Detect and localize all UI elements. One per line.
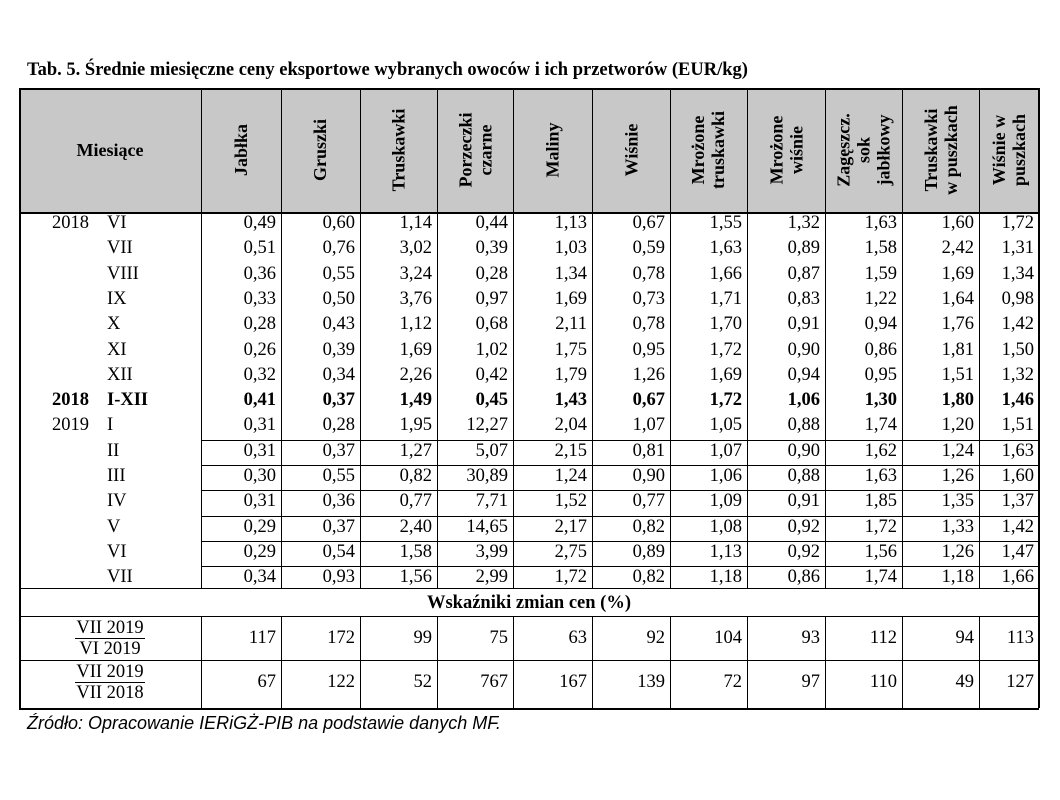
table-cell: 1,02: [475, 339, 508, 360]
index-cell: 127: [1006, 672, 1034, 692]
table-cell: 1,05: [709, 415, 742, 436]
table-cell: 1,51: [941, 364, 974, 385]
table-cell: 0,87: [787, 263, 820, 284]
row-month: VIII: [107, 263, 139, 284]
column-header: [825, 88, 902, 212]
table-cell: 0,89: [632, 541, 665, 562]
column-header-line: truskawki: [708, 110, 729, 190]
column-header-line: Truskawki: [388, 108, 409, 192]
table-cell: 1,66: [709, 263, 742, 284]
table-cell: 1,32: [787, 213, 820, 233]
index-cell: 139: [637, 672, 665, 692]
index-cell: 104: [714, 627, 742, 648]
table-cell: 1,24: [554, 466, 587, 486]
table-cell: 30,89: [466, 466, 508, 486]
table-cell: 1,58: [864, 238, 897, 259]
row-month: VII: [107, 238, 133, 259]
column-header: [437, 88, 513, 212]
column-header-line: w puszkach: [940, 105, 961, 195]
table-cell: 0,90: [787, 440, 820, 461]
column-header-line: Truskawki: [920, 108, 941, 192]
table-cell: 0,36: [243, 263, 276, 284]
table-cell: 12,27: [466, 415, 508, 436]
table-cell: 1,80: [941, 390, 974, 411]
table-cell: 0,32: [243, 364, 276, 385]
table-cell: 1,60: [941, 213, 974, 233]
table-cell: 0,37: [322, 390, 355, 411]
table-cell: 1,47: [1001, 541, 1034, 562]
column-header-text: [231, 124, 251, 176]
table-cell: 1,95: [399, 415, 432, 436]
row-month: I: [107, 415, 114, 436]
index-denominator: VI 2019: [79, 638, 141, 659]
column-header-line: jabłkowy: [873, 114, 894, 186]
column-header-text: [689, 111, 729, 189]
table-cell: 0,95: [864, 364, 897, 385]
table-cell: 1,72: [709, 390, 742, 411]
index-cell: 110: [869, 672, 897, 692]
column-header-line: Mrożone: [688, 115, 709, 185]
table-cell: 0,41: [243, 390, 276, 411]
table-cell: 1,62: [864, 440, 897, 461]
table-cell: 0,88: [787, 466, 820, 486]
table-cell: 1,06: [709, 466, 742, 486]
table-cell: 0,88: [787, 415, 820, 436]
column-header-line: Jabłka: [231, 123, 251, 177]
table-cell: 5,07: [475, 440, 508, 461]
table-cell: 3,02: [399, 238, 432, 259]
column-header-line: Wiśnie: [621, 123, 641, 177]
table-cell: 0,81: [632, 440, 665, 461]
index-denominator: VII 2018: [76, 683, 144, 703]
table-cell: 1,27: [399, 440, 432, 461]
column-header-text: [921, 105, 961, 195]
table-cell: 1,74: [864, 415, 897, 436]
table-cell: 1,18: [941, 567, 974, 588]
column-header-text: [542, 122, 562, 177]
table-cell: 1,07: [709, 440, 742, 461]
column-header-text: [310, 119, 330, 181]
table-cell: 7,71: [475, 491, 508, 512]
table-cell: 1,18: [709, 567, 742, 588]
table-cell: 0,34: [322, 364, 355, 385]
index-cell: 167: [559, 672, 587, 692]
table-cell: 1,58: [399, 541, 432, 562]
table-cell: 0,29: [243, 541, 276, 562]
table-cell: 0,26: [243, 339, 276, 360]
column-header-line: puszkach: [1009, 113, 1029, 187]
column-header: [747, 88, 825, 212]
table-cell: 1,85: [864, 491, 897, 512]
table-cell: 0,29: [243, 516, 276, 537]
index-cell: 97: [801, 672, 820, 692]
row-month: X: [107, 314, 121, 335]
table-cell: 1,32: [1001, 364, 1034, 385]
table-cell: 0,51: [243, 238, 276, 259]
row-month: VI: [107, 541, 127, 562]
column-header-text: [389, 109, 409, 192]
table-cell: 1,66: [1001, 567, 1034, 588]
table-cell: 1,69: [709, 364, 742, 385]
table-cell: 1,71: [709, 288, 742, 309]
table-cell: 0,39: [475, 238, 508, 259]
table-cell: 0,91: [787, 314, 820, 335]
row-year: 2018: [52, 390, 89, 411]
column-header: [513, 88, 592, 212]
table-cell: 2,26: [399, 364, 432, 385]
table-cell: 3,76: [399, 288, 432, 309]
column-header-line: wiśnie: [786, 126, 806, 175]
price-table: [19, 88, 1039, 708]
table-cell: 1,14: [399, 213, 432, 233]
column-header-line: sok: [853, 137, 874, 164]
table-cell: 0,36: [322, 491, 355, 512]
index-numerator: VII 2019: [76, 617, 144, 638]
table-cell: 1,26: [632, 364, 665, 385]
index-cell: 49: [955, 672, 974, 692]
table-cell: 2,04: [554, 415, 587, 436]
row-month: V: [107, 516, 121, 537]
table-cell: 1,34: [554, 263, 587, 284]
table-cell: 1,74: [864, 567, 897, 588]
table-cell: 0,55: [322, 466, 355, 486]
table-cell: 1,72: [1001, 213, 1034, 233]
header-months: Miesiące: [76, 139, 144, 160]
column-header-text: [455, 113, 495, 188]
table-cell: 0,30: [243, 466, 276, 486]
index-cell: 117: [248, 627, 276, 648]
table-cell: 0,68: [475, 314, 508, 335]
table-cell: 0,98: [1001, 288, 1034, 309]
index-cell: 63: [568, 627, 587, 648]
table-cell: 0,34: [243, 567, 276, 588]
column-header: [360, 88, 437, 212]
index-numerator: VII 2019: [76, 662, 144, 682]
column-header-text: [766, 116, 806, 185]
table-cell: 1,81: [941, 339, 974, 360]
table-cell: 0,67: [632, 213, 665, 233]
index-cell: 112: [869, 627, 897, 648]
table-cell: 0,28: [322, 415, 355, 436]
table-cell: 0,83: [787, 288, 820, 309]
table-cell: 0,45: [475, 390, 508, 411]
column-header-text: [989, 114, 1029, 186]
table-cell: 1,26: [941, 541, 974, 562]
table-cell: 0,82: [399, 466, 432, 486]
table-cell: 0,37: [322, 440, 355, 461]
table-cell: 1,06: [787, 390, 820, 411]
row-month: III: [107, 466, 126, 486]
table-cell: 1,13: [709, 541, 742, 562]
table-cell: 0,50: [322, 288, 355, 309]
table-cell: 1,26: [941, 466, 974, 486]
index-cell: 92: [646, 627, 665, 648]
table-cell: 0,67: [632, 390, 665, 411]
table-cell: 0,82: [632, 516, 665, 537]
table-cell: 1,43: [554, 390, 587, 411]
table-cell: 0,89: [787, 238, 820, 259]
table-cell: 1,34: [1001, 263, 1034, 284]
column-header: [592, 88, 670, 212]
table-cell: 0,77: [632, 491, 665, 512]
column-header: [281, 88, 360, 212]
index-cell: 122: [327, 672, 355, 692]
row-year: 2018: [52, 213, 89, 233]
column-header-text: [621, 124, 641, 177]
table-cell: 1,49: [399, 390, 432, 411]
table-cell: 1,69: [554, 288, 587, 309]
table-cell: 1,56: [399, 567, 432, 588]
table-cell: 0,28: [243, 314, 276, 335]
table-cell: 1,69: [399, 339, 432, 360]
table-cell: 1,42: [1001, 314, 1034, 335]
column-header-line: czarne: [474, 124, 495, 176]
table-cell: 1,60: [1001, 466, 1034, 486]
table-cell: 0,42: [475, 364, 508, 385]
table-cell: 1,35: [941, 491, 974, 512]
table-cell: 1,72: [554, 567, 587, 588]
table-cell: 1,63: [864, 213, 897, 233]
index-label: [19, 616, 201, 660]
column-header: [201, 88, 281, 212]
table-cell: 0,77: [399, 491, 432, 512]
table-cell: 0,49: [243, 213, 276, 233]
table-cell: 0,60: [322, 213, 355, 233]
index-cell: 99: [413, 627, 432, 648]
table-cell: 0,43: [322, 314, 355, 335]
table-cell: 0,54: [322, 541, 355, 562]
row-month: IX: [107, 288, 127, 309]
table-cell: 1,64: [941, 288, 974, 309]
row-month: II: [107, 440, 120, 461]
index-cell: 767: [480, 672, 508, 692]
index-cell: 67: [257, 672, 276, 692]
table-cell: 0,94: [864, 314, 897, 335]
table-cell: 0,44: [475, 213, 508, 233]
index-cell: 113: [1006, 627, 1034, 648]
table-cell: 1,72: [864, 516, 897, 537]
row-month: XI: [107, 339, 127, 360]
table-cell: 0,31: [243, 491, 276, 512]
table-cell: 0,92: [787, 516, 820, 537]
table-cell: 1,20: [941, 415, 974, 436]
table-cell: 1,75: [554, 339, 587, 360]
index-cell: 52: [413, 672, 432, 692]
table-cell: 2,11: [555, 314, 587, 335]
table-cell: 0,28: [475, 263, 508, 284]
table-cell: 1,59: [864, 263, 897, 284]
table-cell: 0,92: [787, 541, 820, 562]
table-cell: 1,37: [1001, 491, 1034, 512]
table-cell: 0,37: [322, 516, 355, 537]
table-cell: 2,40: [399, 516, 432, 537]
source-note: Źródło: Opracowanie IERiGŻ-PIB na podstawie danych MF.: [27, 713, 501, 733]
table-cell: 1,07: [632, 415, 665, 436]
table-cell: 0,78: [632, 314, 665, 335]
table-cell: 0,82: [632, 567, 665, 588]
table-cell: 0,59: [632, 238, 665, 259]
table-cell: 14,65: [466, 516, 508, 537]
row-month: VI: [107, 213, 127, 233]
row-month: VII: [107, 567, 133, 588]
border-bottom: [19, 708, 1039, 710]
table-cell: 2,75: [554, 541, 587, 562]
row-month: IV: [107, 491, 127, 512]
table-cell: 1,63: [864, 466, 897, 486]
index-cell: 93: [801, 627, 820, 648]
table-cell: 1,55: [709, 213, 742, 233]
column-header-line: Mrożone: [766, 115, 786, 185]
table-cell: 3,99: [475, 541, 508, 562]
table-cell: 1,30: [864, 390, 897, 411]
table-cell: 0,39: [322, 339, 355, 360]
column-header-line: Porzeczki: [454, 112, 475, 188]
table-cell: 0,91: [787, 491, 820, 512]
table-cell: 0,73: [632, 288, 665, 309]
table-cell: 1,51: [1001, 415, 1034, 436]
table-cell: 0,55: [322, 263, 355, 284]
table-cell: 1,50: [1001, 339, 1034, 360]
table-cell: 1,72: [709, 339, 742, 360]
table-cell: 1,33: [941, 516, 974, 537]
row-year: 2019: [52, 415, 89, 436]
row-month: XII: [107, 364, 133, 385]
table-cell: 2,99: [475, 567, 508, 588]
row-month: I-XII: [107, 390, 149, 411]
table-cell: 1,63: [1001, 440, 1034, 461]
table-cell: 0,90: [632, 466, 665, 486]
table-cell: 0,94: [787, 364, 820, 385]
table-cell: 0,78: [632, 263, 665, 284]
table-cell: 1,56: [864, 541, 897, 562]
column-header: [670, 88, 747, 212]
table-cell: 0,86: [864, 339, 897, 360]
table-cell: 1,46: [1001, 390, 1034, 411]
table-cell: 0,31: [243, 440, 276, 461]
column-header-line: Wiśnie w: [989, 114, 1009, 186]
table-cell: 0,90: [787, 339, 820, 360]
table-cell: 1,13: [554, 213, 587, 233]
table-cell: 0,31: [243, 415, 276, 436]
table-cell: 2,42: [941, 238, 974, 259]
table-cell: 1,12: [399, 314, 432, 335]
table-cell: 1,76: [941, 314, 974, 335]
table-cell: 0,93: [322, 567, 355, 588]
table-cell: 1,09: [709, 491, 742, 512]
table-cell: 1,08: [709, 516, 742, 537]
column-header: [979, 88, 1039, 212]
index-banner: Wskaźniki zmian cen (%): [426, 593, 631, 613]
column-header-line: Maliny: [542, 122, 563, 178]
table-cell: 0,97: [475, 288, 508, 309]
table-cell: 0,76: [322, 238, 355, 259]
column-header-text: [834, 113, 894, 186]
table-title: Tab. 5. Średnie miesięczne ceny eksportowe wybranych owoców i ich przetworów (EUR/kg): [27, 60, 748, 80]
index-label: [19, 660, 201, 705]
table-cell: 1,03: [554, 238, 587, 259]
index-cell: 72: [723, 672, 742, 692]
table-cell: 0,86: [787, 567, 820, 588]
table-cell: 3,24: [399, 263, 432, 284]
column-header: [902, 88, 979, 212]
table-cell: 1,22: [864, 288, 897, 309]
table-cell: 0,95: [632, 339, 665, 360]
table-cell: 1,69: [941, 263, 974, 284]
column-header-line: Zagęszcz.: [833, 113, 854, 187]
table-cell: 0,33: [243, 288, 276, 309]
table-cell: 1,31: [1001, 238, 1034, 259]
table-cell: 1,79: [554, 364, 587, 385]
column-header-line: Gruszki: [310, 118, 331, 182]
index-cell: 94: [955, 627, 974, 648]
index-cell: 172: [327, 627, 355, 648]
table-cell: 1,42: [1001, 516, 1034, 537]
table-cell: 1,63: [709, 238, 742, 259]
table-cell: 2,15: [554, 440, 587, 461]
table-cell: 1,70: [709, 314, 742, 335]
table-cell: 2,17: [554, 516, 587, 537]
index-cell: 75: [489, 627, 508, 648]
table-cell: 1,52: [554, 491, 587, 512]
table-cell: 1,24: [941, 440, 974, 461]
